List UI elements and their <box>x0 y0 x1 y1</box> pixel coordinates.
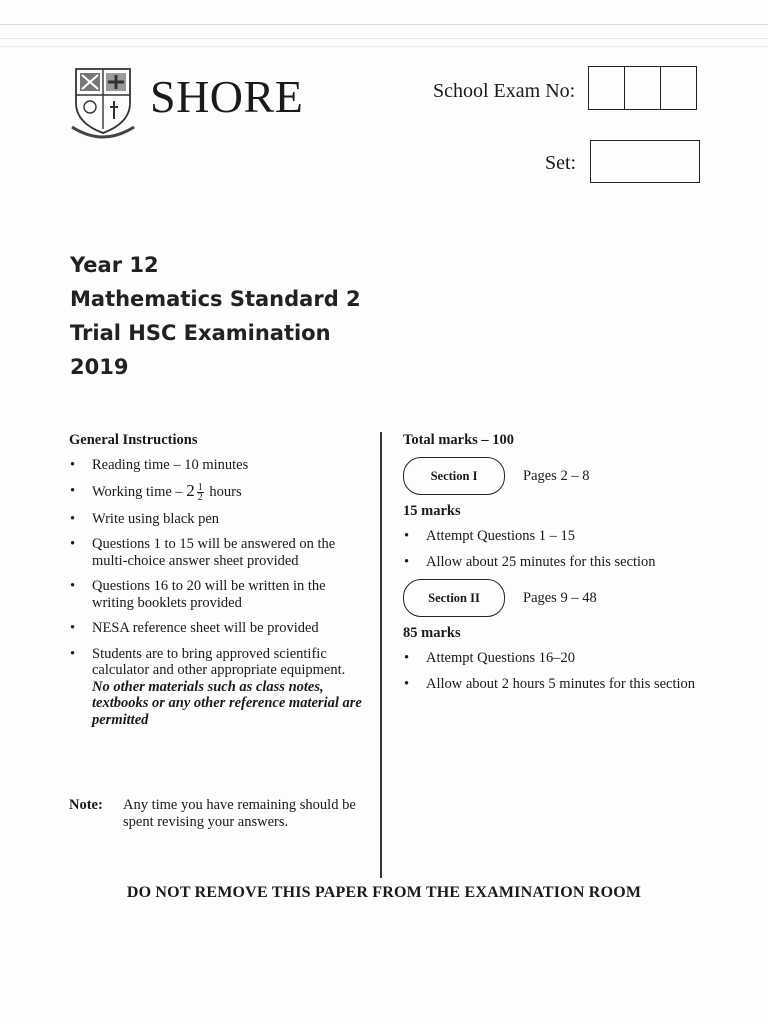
list-item: • Attempt Questions 1 – 15 <box>403 528 703 545</box>
school-name: SHORE <box>150 71 304 122</box>
section-2-pages: Pages 9 – 48 <box>523 589 597 606</box>
list-item <box>69 480 364 503</box>
section-1-badge: Section I <box>403 457 505 495</box>
working-time-whole: 2 <box>186 480 195 500</box>
school-exam-no-label: School Exam No: <box>433 80 576 102</box>
section-2-badge: Section II <box>403 579 505 617</box>
list-item: • Allow about 25 minutes for this section <box>403 554 703 571</box>
title-year: Year 12 <box>70 253 159 277</box>
section-1-row <box>403 457 703 495</box>
list-item: • Reading time – 10 minutes <box>69 457 364 474</box>
page-edge-line <box>0 46 768 47</box>
note-text: Any time you have remaining should be spent revising your answers. <box>123 797 356 830</box>
instructions-heading: General Instructions <box>69 432 198 448</box>
calculator-text: Students are to bring approved scientific calculator and other appropriate equipment. <box>92 645 346 679</box>
title-subject: Mathematics Standard 2 <box>70 287 361 311</box>
working-time-fraction <box>197 483 204 502</box>
exam-no-digit-box[interactable] <box>589 67 625 109</box>
exam-title <box>70 248 361 384</box>
list-item: • NESA reference sheet will be provided <box>69 620 364 637</box>
working-time-prefix: Working time – <box>92 483 183 500</box>
fraction-numerator: 1 <box>197 481 203 493</box>
section-1-list <box>403 528 703 570</box>
note <box>69 797 369 831</box>
list-item: • Questions 1 to 15 will be answered on the multi-choice answer sheet provided <box>69 536 364 569</box>
instructions-list <box>69 457 364 728</box>
set-box[interactable] <box>590 140 700 183</box>
list-item: • Allow about 2 hours 5 minutes for this section <box>403 676 703 693</box>
list-item <box>69 646 364 729</box>
total-marks: Total marks – 100 <box>403 432 515 448</box>
school-crest-icon <box>70 65 136 141</box>
general-instructions <box>69 432 364 737</box>
list-item: • Questions 16 to 20 will be written in the writing booklets provided <box>69 578 364 611</box>
exam-no-digit-box[interactable] <box>661 67 696 109</box>
column-divider <box>380 432 382 878</box>
footer-warning: DO NOT REMOVE THIS PAPER FROM THE EXAMINATION ROOM <box>126 884 642 901</box>
fraction-denominator: 2 <box>197 491 203 503</box>
list-item: • Attempt Questions 16–20 <box>403 650 703 667</box>
title-year-number: 2019 <box>70 355 129 379</box>
set-label: Set: <box>545 152 577 174</box>
working-time-suffix: hours <box>209 483 242 500</box>
exam-no-digit-box[interactable] <box>625 67 661 109</box>
section-2-marks: 85 marks <box>403 625 461 641</box>
school-exam-no-boxes[interactable] <box>588 66 697 110</box>
page-edge-line <box>0 38 768 39</box>
list-item: • Write using black pen <box>69 511 364 528</box>
note-label: Note: <box>69 797 103 813</box>
marks-summary <box>403 432 703 701</box>
page-edge-line <box>0 24 768 25</box>
section-2-list <box>403 650 703 692</box>
section-1-pages: Pages 2 – 8 <box>523 467 590 484</box>
title-exam: Trial HSC Examination <box>70 321 331 345</box>
no-materials-text: No other materials such as class notes, textbooks or any other reference material are permitted <box>92 678 362 728</box>
section-1-marks: 15 marks <box>403 503 461 519</box>
section-2-row <box>403 579 703 617</box>
